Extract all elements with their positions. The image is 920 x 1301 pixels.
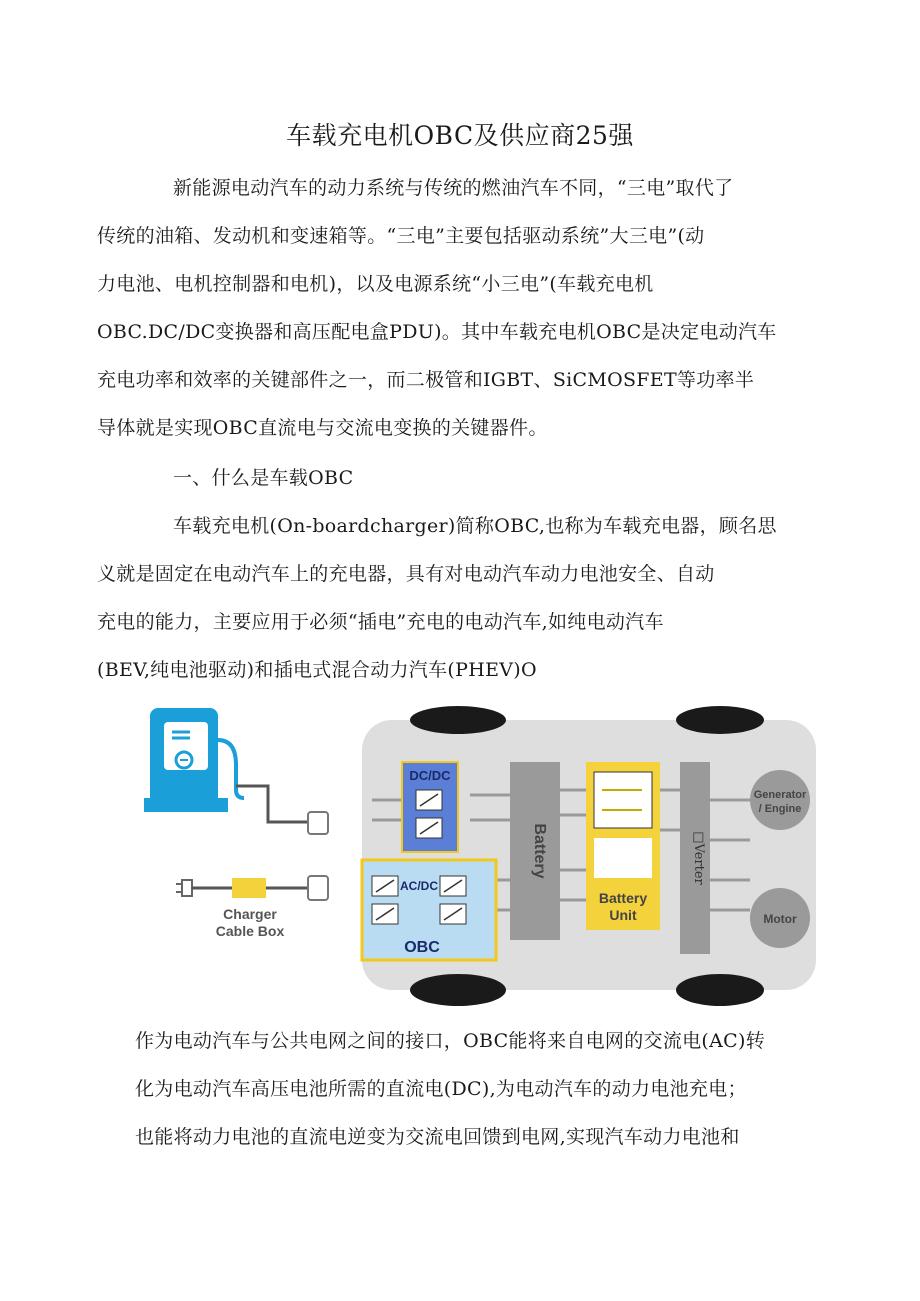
paragraph-intro: [97, 164, 795, 452]
battery-unit-label-2: Unit: [609, 907, 637, 923]
wheel-icon: [410, 974, 506, 1006]
obc-label: OBC: [404, 939, 440, 956]
cable-box: [232, 878, 266, 898]
charging-station-icon: [144, 708, 244, 812]
document-title: 车载充电机OBC及供应商25强: [286, 121, 634, 150]
cable-box-label-2: Cable Box: [215, 923, 285, 939]
dcdc-label: DC/DC: [409, 768, 451, 783]
wheel-icon: [410, 706, 506, 734]
text-line: 化为电动汽车高压电池所需的直流电(DC),为电动汽车的动力电池充电；: [135, 1078, 747, 1100]
text-line: (BEV,纯电池驱动)和插电式混合动力汽车(PHEV)O: [97, 659, 537, 681]
text-line: 也能将动力电池的直流电逆变为交流电回馈到电网,实现汽车动力电池和: [135, 1126, 740, 1148]
plug-icon: [176, 880, 192, 896]
text-line: 新能源电动汽车的动力系统与传统的燃油汽车不同，“三电”取代了: [173, 177, 734, 199]
inverter-label: □Verter: [691, 831, 706, 885]
battery-unit-label-1: Battery: [598, 890, 648, 906]
generator-label-2: / Engine: [758, 803, 802, 815]
section-heading: [135, 454, 795, 502]
acdc-label: AC/DC: [400, 879, 438, 893]
text-line: OBC.DC/DC变换器和高压配电盒PDU)。其中车载充电机OBC是决定电动汽车: [97, 321, 777, 343]
wheel-icon: [676, 974, 764, 1006]
motor-label: Motor: [763, 912, 797, 926]
text-line: 车载充电机(On-boardcharger)简称OBC,也称为车载充电器，顾名思: [173, 515, 777, 537]
generator-label-1: Generator: [753, 789, 807, 801]
text-line: 作为电动汽车与公共电网之间的接口，OBC能将来自电网的交流电(AC)转: [135, 1030, 766, 1052]
text-line: 传统的油箱、发动机和变速箱等。“三电”主要包括驱动系统”大三电”(动: [97, 225, 705, 247]
text-line: 力电池、电机控制器和电机)，以及电源系统“小三电”(车载充电机: [97, 273, 654, 295]
obc-diagram: [140, 700, 820, 1010]
wheel-icon: [676, 706, 764, 734]
text-line: 导体就是实现OBC直流电与交流电变换的关键器件。: [97, 417, 548, 439]
text-line: 义就是固定在电动汽车上的充电器，具有对电动汽车动力电池安全、自动: [97, 563, 715, 585]
paragraph-interface: [135, 1017, 795, 1161]
cable-box-label-1: Charger: [223, 906, 277, 922]
text-line: 充电的能力，主要应用于必须“插电”充电的电动汽车,如纯电动汽车: [97, 611, 664, 633]
text-line: 充电功率和效率的关键部件之一，而二极管和IGBT、SiCMOSFET等功率半: [97, 369, 755, 391]
paragraph-definition: [97, 502, 795, 694]
battery-label: Battery: [531, 823, 548, 879]
section-heading-text: 一、什么是车载OBC: [173, 467, 354, 489]
